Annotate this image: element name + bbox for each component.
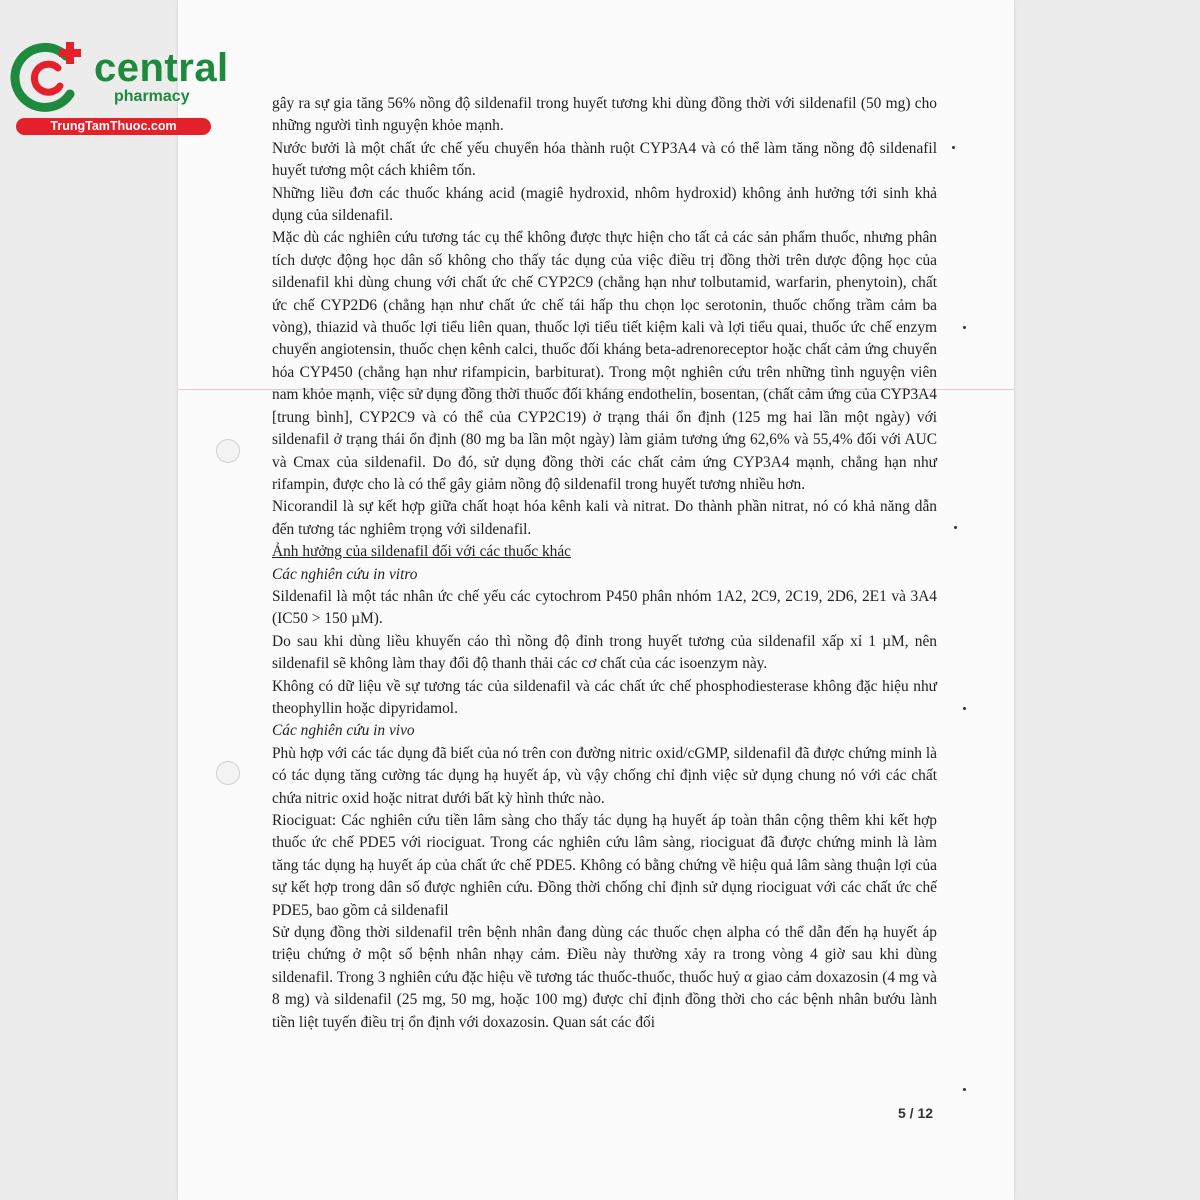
scan-speck (952, 146, 955, 149)
paragraph: gây ra sự gia tăng 56% nồng độ sildenafil trong huyết tương khi dùng đồng thời với sildenafil (50 mg) cho những người tình nguyện khỏe mạnh. (272, 95, 937, 135)
page-number: 5 / 12 (898, 1105, 934, 1121)
paragraph: Mặc dù các nghiên cứu tương tác cụ thể không được thực hiện cho tất cả các sản phẩm thuốc, nhưng phân tích dược động học dân số không cho thấy tác dụng của việc điều trị đồng thời trên dược động học của sildenafil khi dùng chung với chất ức chế CYP2C9 (chẳng hạn như tolbutamid, warfarin, phenytoin), chất ức chế CYP2D6 (chẳng hạn như chất ức chế tái hấp thu chọn lọc serotonin, thuốc chống trầm cảm ba vòng), thiazid và thuốc lợi tiểu liên quan, thuốc lợi tiểu tiết kiệm kali và lợi tiểu quai, thuốc ức chế enzym chuyển angiotensin, thuốc chẹn kênh calci, thuốc đối kháng beta-adrenoreceptor hoặc chất cảm ứng chuyển hóa CYP450 (chẳng hạn như rifampicin, barbiturat). Trong một nghiên cứu trên những tình nguyện viên nam khỏe mạnh, việc sử dụng đồng thời thuốc đối kháng endothelin, bosentan, (chất cảm ứng của CYP3A4 [trung bình], CYP2C9 và có thể của CYP2C19) ở trạng thái ổn định (125 mg hai lần một ngày) với sildenafil ở trạng thái ổn định (80 mg ba lần một ngày) làm giảm tương ứng 62,6% và 55,4% đối với AUC và Cmax của sildenafil. Do đó, sử dụng đồng thời các chất cảm ứng CYP3A4 mạnh, chẳng hạn như rifampin, được cho là có thể gây giảm nồng độ sildenafil trong huyết tương nhiều hơn. (272, 229, 937, 493)
paragraph: Nicorandil là sự kết hợp giữa chất hoạt hóa kênh kali và nitrat. Do thành phần nitrat, nó có khả năng dẫn đến tương tác nghiêm trọng với sildenafil. (272, 498, 937, 538)
brand-name: central (94, 46, 229, 90)
scan-speck (963, 1088, 966, 1091)
scan-speck (963, 707, 966, 710)
pharmacy-cross-icon (8, 36, 92, 120)
subsection-heading: Các nghiên cứu in vivo (272, 722, 415, 740)
paragraph: Do sau khi dùng liều khuyến cáo thì nồng độ đỉnh trong huyết tương của sildenafil xấp xỉ 1 µM, nên sildenafil sẽ không làm thay đổi độ thanh thải các cơ chất của các isoenzym này. (272, 632, 937, 673)
paragraph: Không có dữ liệu về sự tương tác của sildenafil và các chất ức chế phosphodiesterase không đặc hiệu như theophyllin hoặc dipyridamol. (272, 677, 937, 717)
scan-speck (954, 526, 957, 529)
brand-website: TrungTamThuoc.com (16, 118, 211, 135)
paragraph: Nước bưởi là một chất ức chế yếu chuyển hóa thành ruột CYP3A4 và có thể làm tăng nồng độ sildenafil huyết tương một cách khiêm tốn. (272, 139, 937, 180)
paragraph: Riociguat: Các nghiên cứu tiền lâm sàng cho thấy tác dụng hạ huyết áp toàn thân cộng thêm khi kết hợp thuốc ức chế PDE5 với riociguat. Trong các nghiên cứu lâm sàng, riociguat đã được chứng minh là làm tăng tác dụng hạ huyết áp của chất ức chế PDE5. Không có bằng chứng về hiệu quả lâm sàng thuận lợi của sự kết hợp trong dân số được nghiên cứu. Đồng thời chống chỉ định sử dụng riociguat với các chất ức chế PDE5, bao gồm cả sildenafil (272, 812, 937, 919)
brand-subtitle: pharmacy (114, 88, 190, 105)
punch-hole (216, 761, 240, 785)
paragraph: Những liều đơn các thuốc kháng acid (magiê hydroxid, nhôm hydroxid) không ảnh hưởng tới sinh khả dụng của sildenafil. (272, 184, 937, 225)
paragraph: Sử dụng đồng thời sildenafil trên bệnh nhân đang dùng các thuốc chẹn alpha có thể dẫn đến hạ huyết áp triệu chứng ở một số bệnh nhân nhạy cảm. Điều này thường xảy ra trong vòng 4 giờ sau khi dùng sildenafil. Trong 3 nghiên cứu đặc hiệu về tương tác thuốc-thuốc, thuốc huỷ α giao cảm doxazosin (4 mg và 8 mg) và sildenafil (25 mg, 50 mg, hoặc 100 mg) được chỉ định đồng thời cho các bệnh nhân bướu lành tiền liệt tuyến điều trị ổn định với doxazosin. Quan sát các đối (272, 924, 937, 1031)
scan-speck (963, 326, 966, 329)
document-body (272, 93, 937, 1034)
central-pharmacy-logo (8, 36, 229, 140)
paragraph: Phù hợp với các tác dụng đã biết của nó trên con đường nitric oxid/cGMP, sildenafil đã được chứng minh là có tác dụng tăng cường tác dụng hạ huyết áp, vù vậy chống chỉ định việc sử dụng chung nó với các chất chứa nitric oxid hoặc nitrat dưới bất kỳ hình thức nào. (272, 744, 937, 807)
subsection-heading: Các nghiên cứu in vitro (272, 565, 418, 583)
punch-hole (216, 439, 240, 463)
paragraph: Sildenafil là một tác nhân ức chế yếu các cytochrom P450 phân nhóm 1A2, 2C9, 2C19, 2D6, 2E1 và 3A4 (IC50 > 150 µM). (272, 587, 937, 628)
section-heading: Ảnh hưởng của sildenafil đối với các thuốc khác (272, 543, 571, 561)
